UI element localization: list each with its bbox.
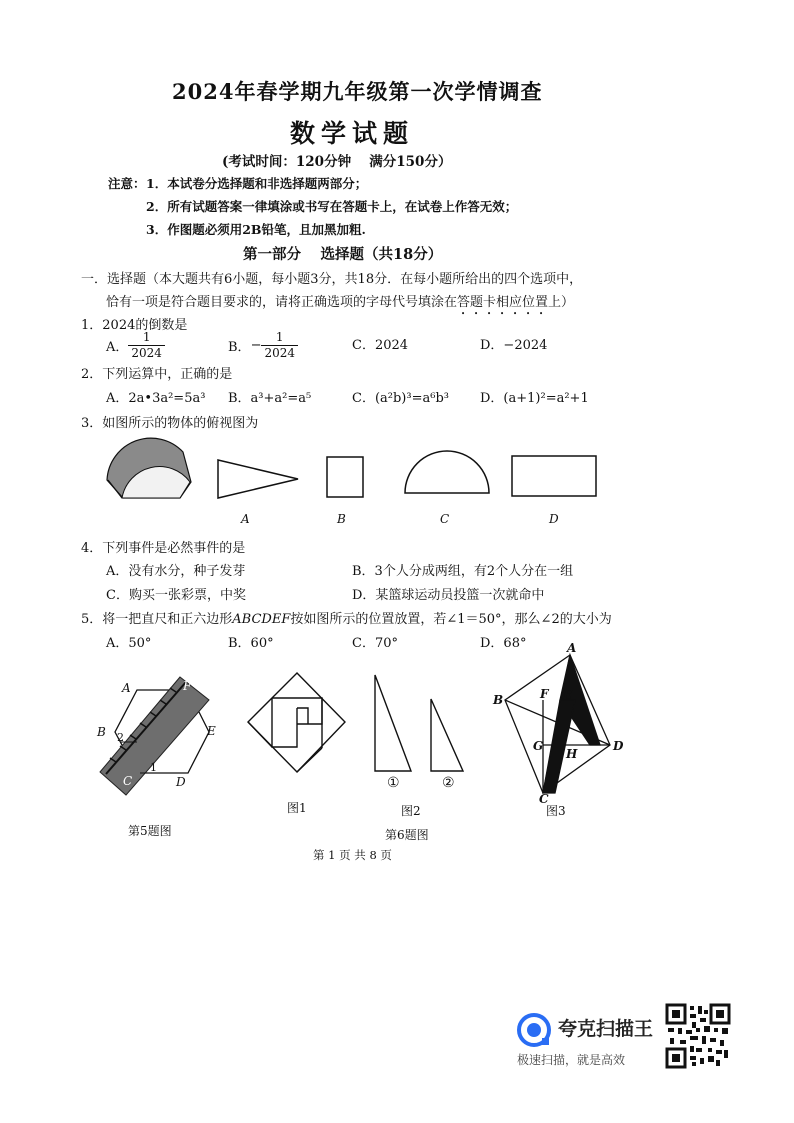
exam-title: 2024年春学期九年级第一次学情调查: [172, 79, 543, 104]
hex-angle-1: 1: [150, 761, 157, 774]
q3-stem: 3．如图所示的物体的俯视图为: [81, 416, 259, 431]
fig1-pinwheel: [248, 673, 345, 772]
qr-code-icon: [666, 1004, 730, 1068]
fig1-caption: 图1: [287, 801, 307, 815]
fig3-label-c: C: [539, 792, 549, 806]
hex-label-e: E: [207, 724, 216, 738]
q1-option-d: D．−2024: [480, 338, 548, 353]
q4-option-b: B．3个人分成两组，有2个人分在一组: [352, 564, 574, 579]
q1-option-b: B．− $\frac{1}{2024}$: [228, 330, 298, 361]
exam-subject: 数学试题: [290, 119, 415, 148]
q1-option-a: A． $\frac{1}{2024}$: [106, 330, 165, 361]
hex-label-c: C: [123, 774, 133, 788]
q2-option-a: A．2a•3a²=5a³: [106, 391, 206, 406]
hex-label-f: F: [183, 679, 192, 693]
fig3-kite: [505, 655, 610, 793]
q1-option-c: C．2024: [352, 338, 409, 353]
page-footer: 第 1 页 共 8 页: [313, 848, 392, 862]
triangle-label-1: ①: [387, 775, 400, 791]
quark-logo-icon: [516, 1012, 552, 1048]
section1-intro-line2: 恰有一项是符合题目要求的，请将正确选项的字母代号填涂在答题卡相应位置上）: [106, 295, 575, 310]
q2-option-b: B．a³+a²=a⁵: [228, 391, 312, 406]
q3-label-b: B: [337, 512, 346, 526]
fig3-label-e: E: [563, 688, 573, 702]
q5-option-b: B．60°: [228, 636, 274, 651]
note-item-3: 3．作图题必须用2B铅笔，且加黑加粗.: [146, 222, 366, 237]
fig3-label-f: F: [540, 687, 549, 701]
watermark-slogan: 极速扫描，就是高效: [517, 1053, 626, 1067]
q5-option-a: A．50°: [106, 636, 152, 651]
q2-option-c: C．(a²b)³=a⁶b³: [352, 391, 449, 406]
hex-label-d: D: [176, 775, 186, 789]
q2-stem: 2．下列运算中，正确的是: [81, 367, 233, 382]
hex-label-b: B: [97, 725, 106, 739]
q3-label-a: A: [241, 512, 250, 526]
q5-caption: 第5题图: [128, 824, 172, 838]
q2-option-d: D．(a+1)²=a²+1: [480, 391, 589, 406]
q4-option-a: A．没有水分，种子发芽: [106, 564, 246, 579]
fig3-label-a: A: [567, 641, 577, 655]
hex-label-a: A: [122, 681, 131, 695]
fig3-label-b: B: [493, 693, 504, 707]
hex-angle-2: 2: [117, 731, 124, 744]
q1-stem: 1．2024的倒数是: [81, 318, 188, 333]
q5-option-c: C．70°: [352, 636, 398, 651]
triangle-label-2: ②: [442, 775, 455, 791]
fig3-label-h: H: [566, 747, 578, 761]
fig3-label-d: D: [613, 739, 624, 753]
q5-option-d: D．68°: [480, 636, 527, 651]
fig2-caption: 图2: [401, 804, 421, 818]
fig3-label-g: G: [533, 739, 544, 753]
q3-label-c: C: [440, 512, 450, 526]
q3-label-d: D: [549, 512, 559, 526]
section1-intro-line1: 一．选择题（本大题共有6小题，每小题3分，共18分．在每小题所给出的四个选项中，: [81, 272, 583, 287]
fig3-caption: 图3: [546, 804, 566, 818]
note-item-2: 2．所有试题答案一律填涂或书写在答题卡上，在试卷上作答无效；: [146, 199, 518, 214]
note-item-1: 1．本试卷分选择题和非选择题两部分；: [146, 176, 368, 191]
q4-stem: 4．下列事件是必然事件的是: [81, 541, 246, 556]
exam-time-info: (考试时间：120分钟 满分150分）: [222, 154, 452, 170]
q4-option-c: C．购买一张彩票，中奖: [106, 588, 246, 603]
q5-stem: 5．将一把直尺和正六边形ABCDEF按如图所示的位置放置，若∠1＝50°，那么∠2的大小为: [81, 612, 612, 627]
q6-caption: 第6题图: [385, 828, 429, 842]
fig2-triangles: [375, 675, 463, 771]
part1-title: 第一部分 选择题（共18分）: [243, 246, 443, 263]
q4-option-d: D．某篮球运动员投篮一次就命中: [352, 588, 545, 603]
watermark-brand: 夸克扫描王: [558, 1018, 654, 1040]
notes-label: 注意：: [108, 176, 146, 191]
